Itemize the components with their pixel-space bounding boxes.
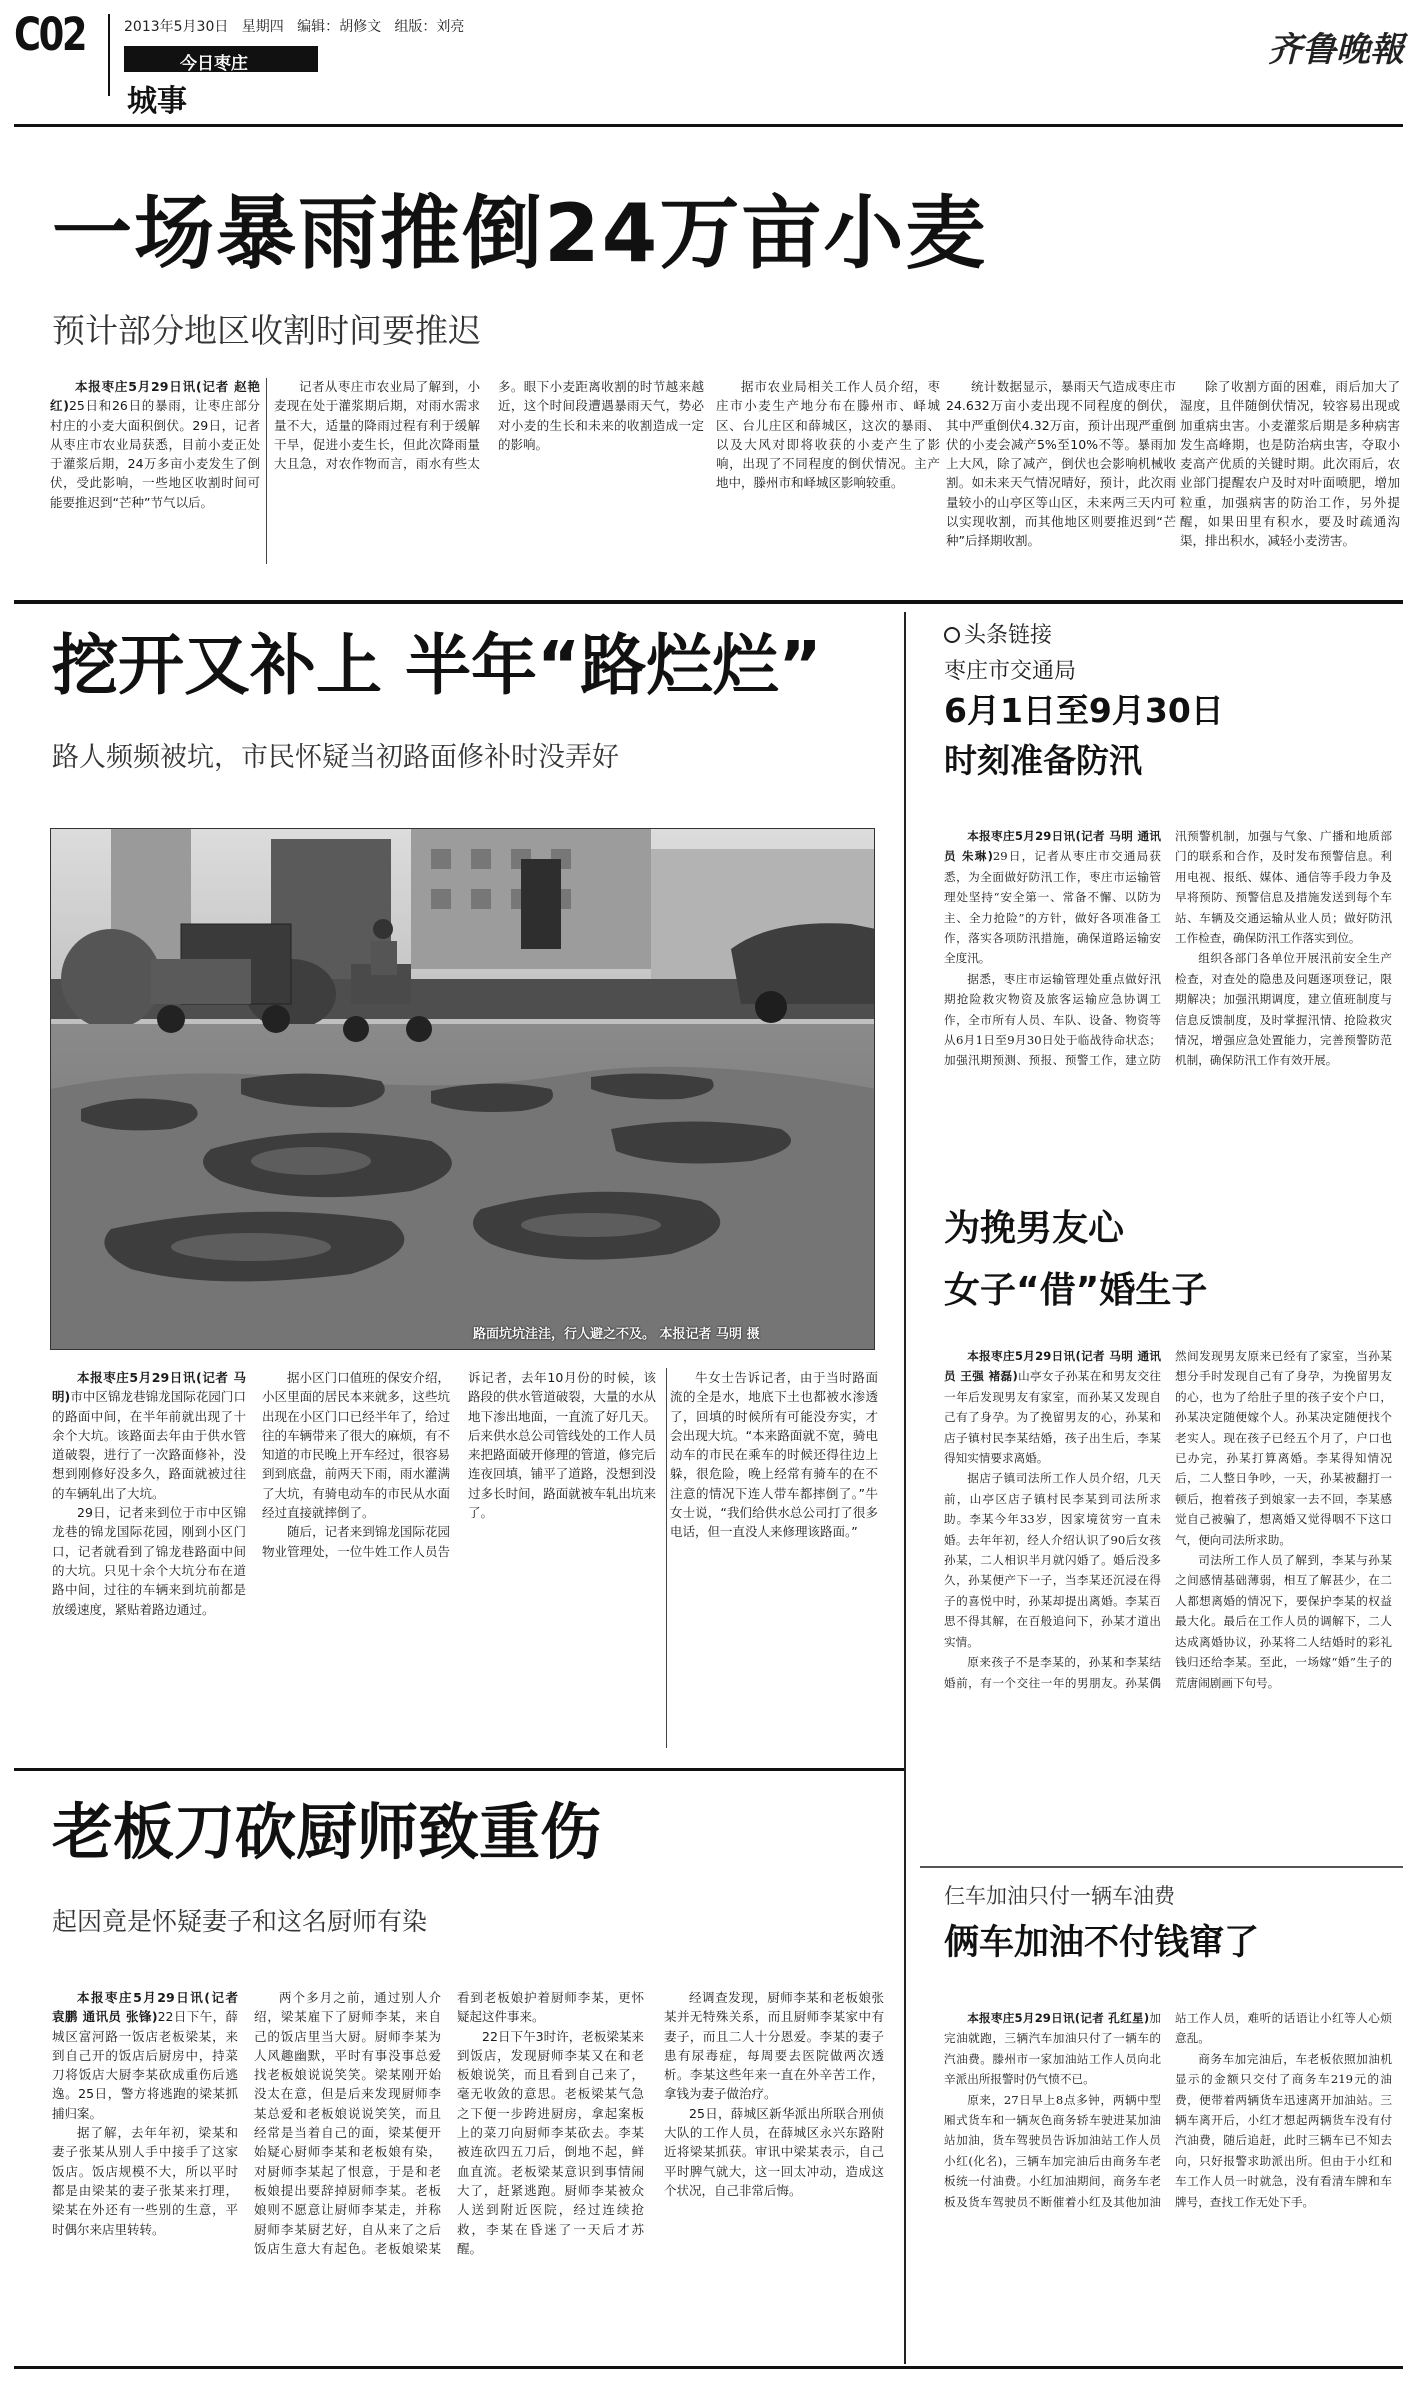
a1-p3: 据市农业局相关工作人员介绍，枣庄市小麦生产地分布在滕州市、峄城区、台儿庄区和薛城区，这次的暴雨、以及大风对即将收获的小麦产生了影响，出现了不同程度的倒伏情况。主产地中，滕州市和峄城区影响较重。 [716,379,940,491]
a1-col-4 [946,377,1176,562]
b2-bottom-rule [920,1866,1403,1868]
a1-bottom-rule [14,600,1403,604]
b1-lead: 本报枣庄5月29日讯(记者 马明 通讯员 朱琳) [944,829,1161,864]
b1-kicker-text: 头条链接 [964,623,1053,648]
a3-lead: 本报枣庄5月29日讯(记者 袁鹏 通讯员 张锋) [52,1990,238,2025]
a3-p2: 据了解，去年年初，梁某和妻子张某从别人手中接手了这家饭店。饭店规模不大，所以平时都是由梁某的妻子张某来打理，梁某在外还有一些别的生意，平时偶尔来店里转转。 [52,2125,238,2237]
b3-kicker: 仨车加油只付一辆车油费 [944,1884,1175,1908]
b1-body [944,826,1392,1188]
b3-lead: 本报枣庄5月29日讯(记者 孔红星) [967,2011,1150,2025]
page-number: C02 [14,8,86,61]
a2-lead: 本报枣庄5月29日讯(记者 马明) [52,1370,246,1405]
a1-p2: 记者从枣庄市农业局了解到，小麦现在处于灌浆期后期，对雨水需求量不大，适量的降雨过程有利于缓解干旱，促进小麦生长，但此次降雨量大且急，对农作物而言，雨水有些太多。眼下小麦距离收割的时节越来越近，这个时间段遭遇暴雨天气，势必对小麦的生长和未来的收割造成一定的影响。 [274,379,704,472]
b3-body [944,2008,1392,2364]
a1-col-2 [274,377,704,562]
a1-col-5 [1180,377,1400,562]
b2-body [944,1346,1392,1814]
a2-col-1 [52,1368,246,1748]
a2-col-3 [670,1368,878,1748]
kicker-circle-icon [944,627,960,643]
a2-col-2 [262,1368,656,1748]
b2-title-line1: 为挽男友心 [944,1208,1125,1249]
a1-col-3 [716,377,940,562]
issue-date: 2013年5月30日 [124,19,229,35]
issue-editor: 编辑：胡修文 [297,19,382,35]
a2-p3: 据小区门口值班的保安介绍，小区里面的居民本来就多，这些坑出现在小区门口已经半年了，给过往的车辆带来了很大的麻烦，有不知道的市民晚上开车经过，很容易到到底盘，前两天下雨，雨水灌满了大坑，有骑电动车的市民从水面经过直接就摔倒了。 [262,1370,450,1521]
b1-p3: 组织各部门各单位开展汛前安全生产检查，对查处的隐患及问题逐项登记，限期解决；加强汛期调度，建立值班制度与信息反馈制度，及时掌握汛情、抢险救灾情况，增强应急处置能力，完善预警防范机制，确保防汛工作有效开展。 [1175,951,1392,1068]
b1-title-line1: 6月1日至9月30日 [944,691,1224,730]
b3-title: 俩车加油不付钱窜了 [944,1923,1260,1963]
a1-p1: 25日和26日的暴雨，让枣庄部分村庄的小麦大面积倒伏。29日，记者从枣庄市农业局获悉，目前小麦正处于灌浆后期，24万多亩小麦发生了倒伏，受此影响，一些地区收割时间可能要推迟到“芒种”节气以后。 [50,398,260,510]
article2-title: 挖开又补上 半年“路烂烂” [52,627,822,704]
a2-p4: 随后，记者来到锦龙国际花园物业管理处，一位牛姓工作人员告诉记者，去年10月份的时候，该路段的供水管道破裂，大量的水从地下渗出地面，一直流了好几天。后来供水总公司管线处的工作人员来把路面破开修理的管道，修完后连夜回填，铺平了道路，没想到没过多长时间，路面就被车轧出坑来了。 [262,1370,656,1559]
b3-p3: 商务车加完油后，车老板依照加油机显示的金额只交付了商务车219元的油费，便带着两辆货车迅速离开加油站。三辆车离开后，小红才想起两辆货车没有付汽油费，随后追赶，此时三辆车已不知去向，只好报警求助派出所。但由于小红和车工作人员一时就急，没有看清车牌和车牌号，查找工作无处下手。 [1175,2051,1392,2209]
b1-kicker [944,618,1052,649]
a1-p4: 统计数据显示，暴雨天气造成枣庄市24.632万亩小麦出现不同程度的倒伏，其中严重倒伏4.32万亩，预计出现严重倒伏的小麦会减产5%至10%不等。暴雨加上大风，除了减产，倒伏也会影响机械收割。如未来天气情况晴好，预计，此次雨量较小的山亭区等山区，未来两三天内可以实现收割，而其他地区则要推迟到“芒种”后择期收割。 [946,379,1176,549]
footer-rule [14,2366,1403,2369]
a1-col-1 [50,377,260,557]
a2-divider [666,1368,667,1748]
section-tag-text: 今日枣庄 [180,54,248,74]
page-number-rule [108,14,110,96]
issue-weekday: 星期四 [241,19,284,35]
a3-col-2 [254,1988,644,2360]
a3-p4: 22日下午3时许，老板梁某来到饭店，发现厨师李某又在和老板娘说笑，而且看到自己来了，毫无收敛的意思。老板梁某气急之下便一步跨进厨房，拿起案板上的菜刀向厨师李某砍去。李某被连砍四五刀后，倒地不起，鲜血直流。老板梁某意识到事情闹大了，赶紧逃跑。厨师李某被众人送到附近医院，经过连续抢救，李某在昏迷了一天后才苏醒。 [457,2028,644,2256]
pothole-road-photo [51,829,875,1350]
b2-lead: 本报枣庄5月29日讯(记者 马明 通讯员 王强 褚磊) [944,1349,1161,1384]
b2-p2: 据店子镇司法所工作人员介绍，几天前，山亭区店子镇村民李某到司法所求助。李某今年33岁，因家境贫穷一直未婚。去年年初，经人介绍认识了90后女孩孙某，二人相识半月就闪婚了。婚后没多久，孙某便产下一子，当李某还沉浸在得子的喜悦中时，孙某却提出离婚。李某百思不得其解，在百般追问下，孙某才道出实情。 [944,1471,1161,1649]
b2-title-line2: 女子“借”婚生子 [944,1270,1208,1311]
b1-p2: 据悉，枣庄市运输管理处重点做好汛期抢险救灾物资及旅客运输应急协调工作，全市所有人员、车队、设备、物资等从6月1日至9月30日处于临战待命状态；加强汛期预测、预报、预警工作，建立防汛预警机制，加强与气象、广播和地质部门的联系和合作，及时发布预警信息。利用电视、报纸、媒体、通信等手段力争及早将预防、预警信息及措施发送到每个车站、车辆及交通运输从业人员；做好防汛工作检查，确保防汛工作落实到位。 [944,829,1392,1068]
a2-p1: 市中区锦龙巷锦龙国际花园门口的路面中间，在半年前就出现了十余个大坑。该路面去年由于供水管道破裂，进行了一次路面修补，没想到刚修好没多久，路面就被过往的车辆轧出了大坑。 [52,1389,246,1501]
article2-subtitle: 路人频频被坑，市民怀疑当初路面修补时没弄好 [52,742,619,773]
a2-p2: 29日，记者来到位于市中区锦龙巷的锦龙国际花园，刚到小区门口，记者就看到了锦龙巷路面中间的大坑。只见十余个大坑分布在道路中间，过往的车辆来到坑前都是放缓速度，紧贴着路边通过。 [52,1505,246,1617]
issue-info [124,16,464,36]
b2-p3: 原来孩子不是李某的，孙某和李某结婚前，有一个交往一年的男朋友。孙某偶然间发现男友原来已经有了家室，当孙某想分手时发现自己有了身孕，为挽留男友的心，也为了给肚子里的孩子安个户口，孙某决定随便嫁个人。孙某决定随便找个老实人。现在孩子已经五个月了，户口也已办完，孙某打算离婚。李某得知情况后，二人整日争吵，一天，孙某被翻打一顿后，抱着孩子到娘家一去不回，李某感觉自己被骗了，想离婚又觉得咽不下这口气，便向司法所求助。 [944,1349,1392,1690]
section-name: 城事 [127,84,187,119]
article1-subtitle: 预计部分地区收割时间要推迟 [52,311,481,350]
b1-p1: 29日，记者从枣庄市交通局获悉，为全面做好防汛工作，枣庄市运输管理处坚持“安全第一、常备不懈、以防为主、全力抢险”的方针，做好各项准备工作，落实各项防汛措施，确保道路运输安全度汛。 [944,849,1161,966]
a3-col-1 [52,1988,238,2360]
a1-p5: 除了收割方面的困难，雨后加大了湿度，且伴随倒伏情况，较容易出现或加重病虫害。小麦灌浆后期是多种病害发生高峰期，也是防治病虫害，夺取小麦高产优质的关键时期。此次雨后，农业部门提醒农户及时对叶面喷肥，增加粒重，加强病害的防治工作，另外提醒，如果田里有积水，要及时疏通沟渠，排出积水，减轻小麦涝害。 [1180,379,1400,549]
article3-subtitle: 起因竟是怀疑妻子和这名厨师有染 [52,1907,428,1936]
header-rule [14,124,1403,127]
b2-p1: 山亭女子孙某在和男友交往一年后发现男友有家室，而孙某又发现自己有了身孕。为了挽留男友的心，孙某和店子镇村民李某结婚，孩子出生后，李某得知实情要求离婚。 [944,1369,1161,1466]
a3-p1: 22日下午，薛城区富河路一饭店老板梁某，来到自己开的饭店后厨房中，持菜刀将饭店大厨李某砍成重伤后逃逸。25日，警方将逃跑的梁某抓捕归案。 [52,2009,238,2121]
article3-title: 老板刀砍厨师致重伤 [52,1797,602,1868]
b1-title-line2: 时刻准备防汛 [944,741,1142,780]
b1-org: 枣庄市交通局 [944,659,1077,684]
sidebar-divider [904,612,906,2364]
a1-divider-1 [266,378,267,564]
a1-lead: 本报枣庄5月29日讯(记者 赵艳红) [50,379,260,414]
issue-layout: 组版：刘亮 [394,19,465,35]
b2-p4: 司法所工作人员了解到，李某与孙某之间感情基础薄弱，相互了解甚少，在二人都想离婚的情况下，要保护李某的权益最大化。最后在工作人员的调解下，二人达成离婚协议，孙某将二人结婚时的彩礼钱归还给李某。至此，一场嫁“婚”生子的荒唐闹剧画下句号。 [1175,1553,1392,1690]
a3-p5: 经调查发现，厨师李某和老板娘张某并无特殊关系，而且厨师李某家中有妻子，而且二人十分恩爱。李某的妻子患有尿毒症，每周要去医院做两次透析。李某这些年来一直在外辛苦工作，拿钱为妻子做治疗。 [664,1990,884,2102]
a3-p3: 两个多月之前，通过别人介绍，梁某雇下了厨师李某，来自己的饭店里当大厨。厨师李某为人风趣幽默，平时有事没事总爱找老板娘说说笑笑。梁某刚开始没太在意，但是后来发现厨师李某总爱和老板娘说说笑笑，而且经常是当着自己的面，梁某便开始疑心厨师李某和老板娘有染，对厨师李某起了恨意，于是和老板娘提出要辞掉厨师李某。老板娘则不愿意让厨师李某走，并称厨师李某厨艺好，自从来了之后饭店生意大有起色。老板娘梁某看到老板娘护着厨师李某，更怀疑起这件事来。 [254,1990,644,2256]
b3-p1: 加完油就跑，三辆汽车加油只付了一辆车的汽油费。滕州市一家加油站工作人员向北辛派出所报警时仍气愤不已。 [944,2011,1161,2087]
masthead-logo: 齐鲁晚報 [1268,30,1404,70]
a2-bottom-rule [14,1768,904,1771]
a2-photo [50,828,875,1350]
a3-col-3 [664,1988,884,2360]
b3-p2: 原来，27日早上8点多钟，两辆中型厢式货车和一辆灰色商务轿车驶进某加油站加油，货车驾驶员告诉加油站工作人员小红(化名)，三辆车加完油后由商务车老板统一付油费。小红加油期间，商务车老板及货车驾驶员不断催着小红及其他加油站工作人员，难听的话语让小红等人心烦意乱。 [944,2011,1392,2209]
article1-title: 一场暴雨推倒24万亩小麦 [52,187,988,280]
a2-p5: 牛女士告诉记者，由于当时路面流的全是水，地底下土也都被水渗透了，回填的时候所有可能没夯实，才会出现大坑。“本来路面就不宽，骑电动车的市民在乘车的时候还得往边上躲，很危险，晚上经常有骑车的在不注意的情况下连人带车都摔倒了。”牛女士说，“我们给供水总公司打了很多电话，但一直没人来修理该路面。” [670,1370,878,1540]
a3-p6: 25日，薛城区新华派出所联合刑侦大队的工作人员，在薛城区永兴东路附近将梁某抓获。审讯中梁某表示，自己平时脾气就大，这一回太冲动，造成这个状况，自己非常后悔。 [664,2105,884,2198]
photo-caption: 路面坑坑洼洼，行人避之不及。 本报记者 马明 摄 [473,1327,760,1342]
